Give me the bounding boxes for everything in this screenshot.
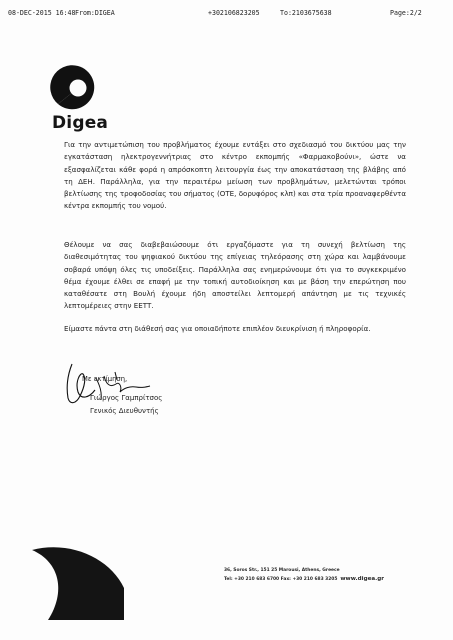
fax-recipient: To:2103675638 (280, 9, 332, 17)
footer-phone-fax: Tel: +30 210 683 6700 Fax: +30 210 683 3205 (224, 577, 338, 582)
letter-paragraph: Για την αντιμετώπιση του προβλήματος έχουμε εντάξει στο σχεδιασμό του δικτύου μας την εγκατάσταση ηλεκτρογεννήτριας στο κέντρο εκπομπής «Φαρμακοβούνι», ώστε να εξασφαλίζεται κάθε φορά η απρόσκοπτη λειτουργία έως την αποκατάσταση της βλάβης από τη ΔΕΗ. Παράλληλα, για την περαιτέρω μείωση των προβλημάτων, μελετώνται τρόποι βελτίωσης της τροφοδοσίας του σήματος (ΟΤΕ, δορυφόρος κλπ) και στα τρία προαναφερθέντα κέντρα εκπομπής του νομού. (64, 140, 406, 211)
letter-closing: Με εκτίμηση, (82, 375, 128, 383)
digea-swoosh-icon (30, 540, 126, 620)
letter-paragraph: Θέλουμε να σας διαβεβαιώσουμε ότι εργαζόμαστε για τη συνεχή βελτίωση της διαθεσιμότητας του ψηφιακού δικτύου της επίγειας τηλεόρασης στη χώρα και λαμβάνουμε σοβαρά υπόψη όλες τις υποδείξεις. Παράλληλα σας ενημερώνουμε ότι για το συγκεκριμένο θέμα έχουμε έλθει σε επαφή με την τοπική αυτοδιοίκηση και με βάση την επερώτηση που καταθέσατε στη Βουλή έχουμε ήδη αποστείλει λεπτομερή απάντηση με τις τεχνικές λεπτομέρειες στην ΕΕΤΤ. (64, 240, 406, 311)
letter-paragraph: Είμαστε πάντα στη διάθεσή σας για οποιαδήποτε επιπλέον διευκρίνιση ή πληροφορία. (64, 324, 371, 333)
footer-address: 36, Soros Str., 151 25 Marousi, Athens, Greece (224, 568, 340, 573)
logo-wordmark: Digea (52, 113, 109, 133)
footer-website: www.digea.gr (340, 576, 385, 582)
fax-sender: From:DIGEA (75, 9, 115, 17)
fax-datetime: 08-DEC-2015 16:48 (8, 9, 76, 17)
fax-number: +302106823205 (208, 9, 260, 17)
signer-name: Γιώργος Γαμπρίτσος (90, 394, 163, 402)
footer-contact (224, 576, 384, 582)
fax-header (8, 9, 447, 21)
signer-title: Γενικός Διευθυντής (90, 407, 159, 415)
fax-page-number: Page:2/2 (390, 9, 422, 17)
